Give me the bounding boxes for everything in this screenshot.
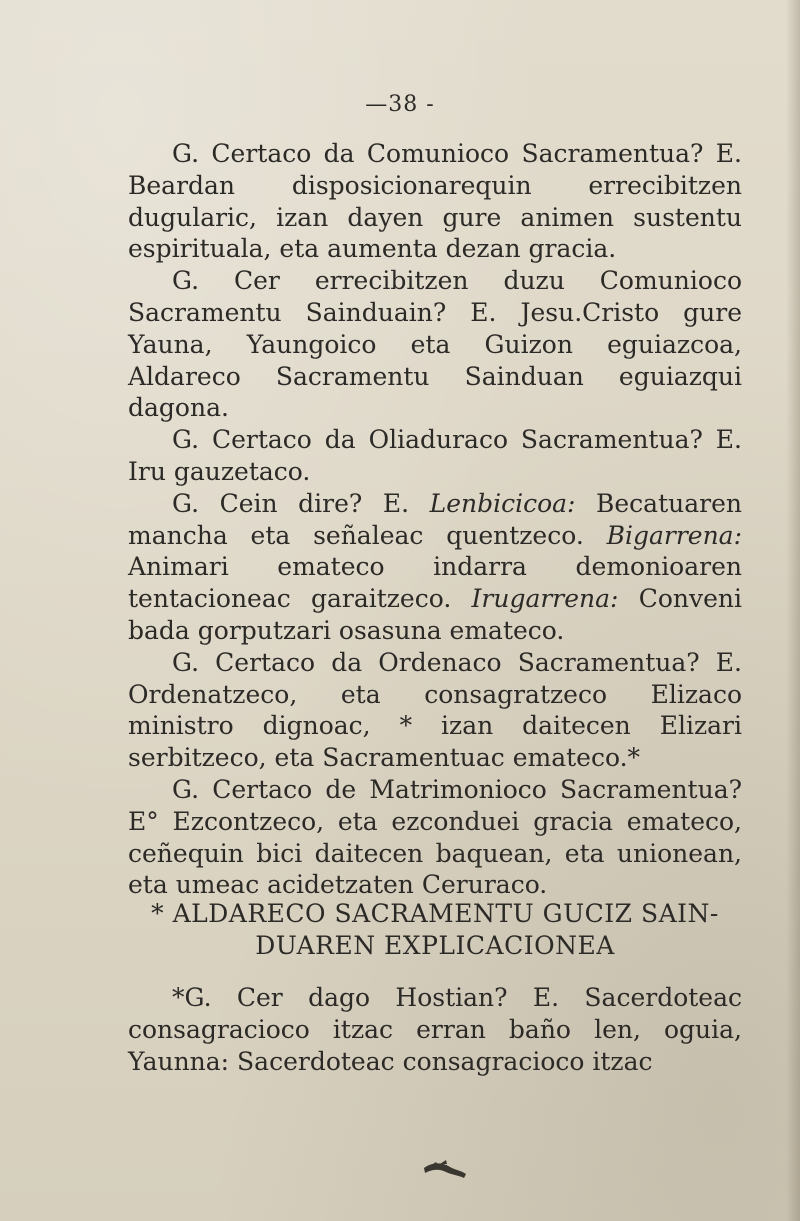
printer-ornament-icon [422,1158,468,1182]
paragraph-matrimony [128,774,742,901]
text-run: G. Cein dire? E. [172,488,430,518]
italic-run: Bigarrena: [606,520,742,550]
section-heading-line-2: DUAREN EXPLICACIONEA [255,931,615,960]
text-run: G. Certaco de Matrimonioco Sacramentua? E° Ezcontzeco, eta ezconduei gracia emateco, ceñequin bici daitecen baquean, eta unionean, eta umeac acidetzaten Ceruraco. [128,774,742,900]
text-run: Conveni bada gorputzari osasuna emateco. [128,584,742,645]
text-run: Becatuaren mancha eta señaleac quentzeco. [128,488,742,550]
paragraph-anointing [128,424,742,488]
italic-run: Lenbicicoa: [429,488,576,518]
section-heading [128,898,742,962]
italic-run: Irugarrena: [471,584,619,614]
text-run: G. Cer errecibitzen duzu Comunioco Sacramentu Sainduain? E. Jesu.Cristo gure Yauna, Yaungoico eta Guizon eguiazcoa, Aldareco Sacramentu Sainduan eguiazqui dagona. [128,266,742,423]
text-run: G. Certaco da Ordenaco Sacramentua? E. Ordenatzeco, eta consagratzeco Elizaco ministro dignoac, * izan daitecen Elizari serbitzeco, eta Sacramentuac emateco.* [128,647,742,773]
paragraph-anointing-effects [128,488,742,647]
text-run: G. Certaco da Comunioco Sacramentua? E. Beardan disposicionarequin errecibitzen dugularic, izan dayen gure animen sustentu espirituala, eta aumenta dezan gracia. [128,139,742,264]
text-run: Animari emateco indarra demonioaren tentacioneac garaitzeco. [128,552,742,614]
page-edge-shadow [786,0,800,1221]
page-number: —38 - [365,92,435,117]
paragraph-communion-receive [128,265,742,424]
text-run: G. Certaco da Oliaduraco Sacramentua? E. Iru gauzetaco. [128,425,742,486]
paragraph-host: *G. Cer dago Hostian? E. Sacerdoteac consagracioco itzac erran baño len, oguia, Yaunna: Sacerdoteac consagracioco itzac [128,983,742,1076]
paragraph-orders [128,647,742,774]
section-heading-line-1: * ALDARECO SACRAMENTU GUCIZ SAIN- [151,899,719,928]
paragraph-communion [128,138,742,265]
section-body [128,982,742,1078]
catechism-text [128,138,742,901]
